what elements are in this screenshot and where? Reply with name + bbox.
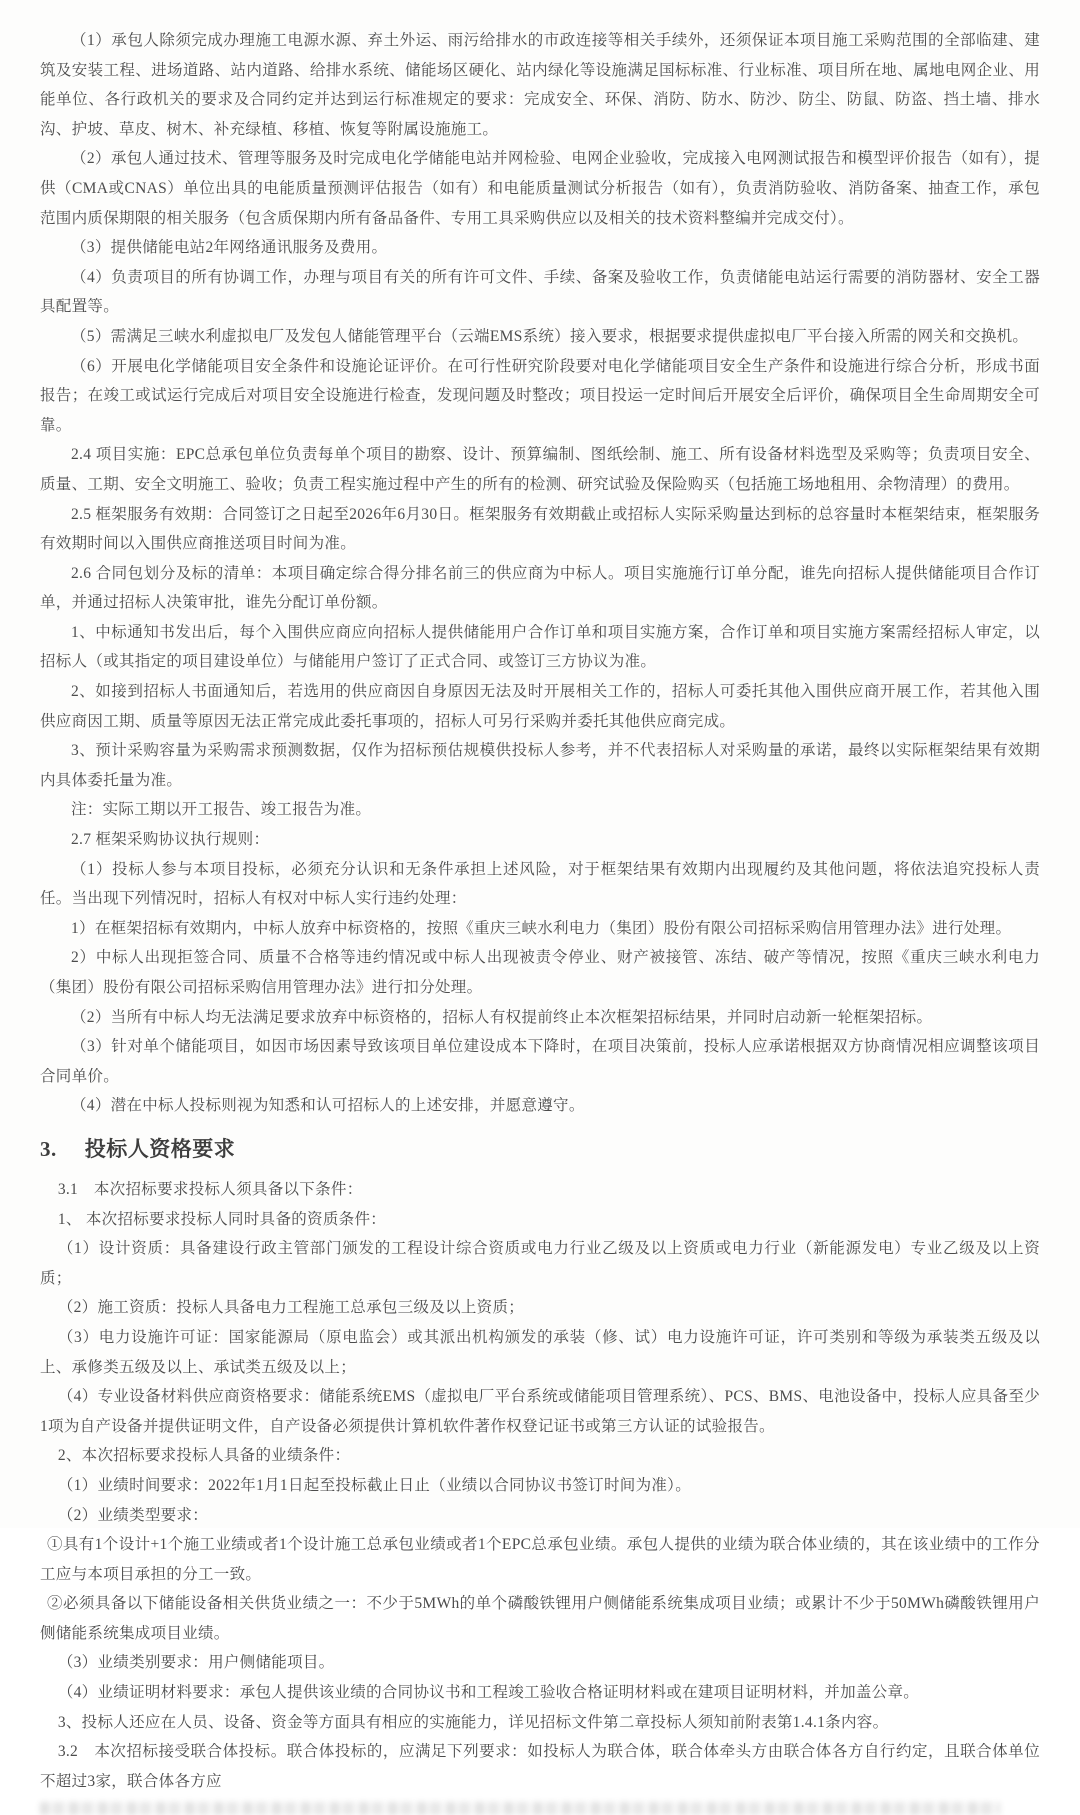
paragraph: （1）承包人除须完成办理施工电源水源、弃土外运、雨污给排水的市政连接等相关手续外，还须保证本项目施工采购范围的全部临建、建筑及安装工程、进场道路、站内道路、给排水系统、储能场区硬化、站内绿化等设施满足国标标准、行业标准、项目所在地、属地电网企业、用能单位、各行政机关的要求及合同约定并达到运行标准规定的要求：完成安全、环保、消防、防水、防沙、防尘、防鼠、防盗、挡土墙、排水沟、护坡、草皮、树木、补充绿植、移植、恢复等附属设施施工。 [40, 32, 1040, 138]
paragraph: 2.6 合同包划分及标的清单：本项目确定综合得分排名前三的供应商为中标人。项目实施施行订单分配，谁先向招标人提供储能项目合作订单，并通过招标人决策审批，谁先分配订单份额。 [40, 564, 1040, 612]
paragraph: 2、本次招标要求投标人具备的业绩条件： [57, 1447, 351, 1465]
paragraph: 3.2 本次招标接受联合体投标。联合体投标的，应满足下列要求：如投标人为联合体，联合体牵头方由联合体各方自行约定，且联合体单位不超过3家，联合体各方应 [40, 1743, 1040, 1790]
paragraph: （1）设计资质：具备建设行政主管部门颁发的工程设计综合资质或电力行业乙级及以上资质或电力行业（新能源发电）专业乙级及以上资质； [40, 1240, 1040, 1287]
paragraph: （2）当所有中标人均无法满足要求放弃中标资格的，招标人有权提前终止本次框架招标结果，并同时启动新一轮框架招标。 [71, 1008, 933, 1026]
paragraph: （2）业绩类型要求： [57, 1506, 209, 1524]
paragraph: 2.5 框架服务有效期：合同签订之日起至2026年6月30日。框架服务有效期截止或招标人实际采购量达到标的总容量时本框架结束，框架服务有效期时间以入围供应商推送项目时间为准。 [40, 505, 1040, 553]
paragraph: （2）施工资质：投标人具备电力工程施工总承包三级及以上资质； [57, 1299, 525, 1317]
cutoff-text-blur [40, 1802, 1000, 1815]
paragraph: 2）中标人出现拒签合同、质量不合格等违约情况或中标人出现被责令停业、财产被接管、冻结、破产等情况，按照《重庆三峡水利电力（集团）股份有限公司招标采购信用管理办法》进行扣分处理。 [40, 949, 1040, 996]
paragraph: （5）需满足三峡水利虚拟电厂及发包人储能管理平台（云端EMS系统）接入要求，根据要求提供虚拟电厂平台接入所需的网关和交换机。 [71, 327, 1029, 345]
paragraph: （4）业绩证明材料要求：承包人提供该业绩的合同协议书和工程竣工验收合格证明材料或在建项目证明材料，并加盖公章。 [57, 1684, 920, 1702]
paragraph: ②必须具备以下储能设备相关供货业绩之一：不少于5MWh的单个磷酸铁锂用户侧储能系统集成项目业绩；或累计不少于50MWh磷酸铁锂用户侧储能系统集成项目业绩。 [40, 1595, 1040, 1642]
paragraph: （4）潜在中标人投标则视为知悉和认可招标人的上述安排，并愿意遵守。 [71, 1097, 585, 1115]
paragraph: 1、 本次招标要求投标人同时具备的资质条件： [57, 1210, 387, 1228]
paragraph: 3.1 本次招标要求投标人须具备以下条件： [57, 1180, 363, 1198]
paragraph: 2、如接到招标人书面通知后，若选用的供应商因自身原因无法及时开展相关工作的，招标人可委托其他入围供应商开展工作，若其他入围供应商因工期、质量等原因无法正常完成此委托事项的，招标人可另行采购并委托其他供应商完成。 [40, 683, 1040, 730]
paragraph: （3）业绩类别要求：用户侧储能项目。 [57, 1654, 335, 1672]
section-title: 投标人资格要求 [84, 1136, 236, 1161]
paragraph: 3、投标人还应在人员、设备、资金等方面具有相应的实施能力，详见招标文件第二章投标人须知前附表第1.4.1条内容。 [57, 1713, 889, 1731]
paragraph: 注：实际工期以开工报告、竣工报告为准。 [71, 801, 372, 819]
paragraph: 1）在框架招标有效期内，中标人放弃中标资格的，按照《重庆三峡水利电力（集团）股份有限公司招标采购信用管理办法》进行处理。 [71, 919, 1012, 937]
paragraph: ①具有1个设计+1个施工业绩或者1个设计施工总承包业绩或者1个EPC总承包业绩。承包人提供的业绩为联合体业绩的，其在该业绩中的工作分工应与本项目承担的分工一致。 [40, 1536, 1040, 1583]
paragraph: （1）投标人参与本项目投标，必须充分认识和无条件承担上述风险，对于框架结果有效期内出现履约及其他问题，将依法追究投标人责任。当出现下列情况时，招标人有权对中标人实行违约处理： [40, 860, 1040, 908]
paragraph: （6）开展电化学储能项目安全条件和设施论证评价。在可行性研究阶段要对电化学储能项目安全生产条件和设施进行综合分析，形成书面报告；在竣工或试运行完成后对项目安全设施进行检查，发现问题及时整改；项目投运一定时间后开展安全后评价，确保项目全生命周期安全可靠。 [40, 357, 1040, 434]
paragraph: 2.7 框架采购协议执行规则： [71, 831, 270, 849]
section-heading [40, 1131, 1040, 1167]
paragraph: （3）针对单个储能项目，如因市场因素导致该项目单位建设成本下降时，在项目决策前，投标人应承诺根据双方协商情况相应调整该项目合同单价。 [40, 1038, 1040, 1085]
paragraph: （3）提供储能电站2年网络通讯服务及费用。 [71, 239, 388, 257]
paragraph: 3、预计采购容量为采购需求预测数据，仅作为招标预估规模供投标人参考，并不代表招标人对采购量的承诺，最终以实际框架结果有效期内具体委托量为准。 [40, 742, 1040, 789]
paragraph: （4）专业设备材料供应商资格要求：储能系统EMS（虚拟电厂平台系统或储能项目管理系统）、PCS、BMS、电池设备中，投标人应具备至少1项为自产设备并提供证明文件，自产设备必须提供计算机软件著作权登记证书或第三方认证的试验报告。 [40, 1388, 1040, 1435]
paragraph: （1）业绩时间要求：2022年1月1日起至投标截止日止（业绩以合同协议书签订时间为准）。 [57, 1476, 692, 1494]
section-number: 3. [40, 1136, 57, 1161]
paragraph: 2.4 项目实施：EPC总承包单位负责每单个项目的勘察、设计、预算编制、图纸绘制、施工、所有设备材料选型及采购等；负责项目安全、质量、工期、安全文明施工、验收；负责工程实施过程中产生的所有的检测、研究试验及保险购买（包括施工场地租用、余物清理）的费用。 [40, 446, 1040, 493]
document-body [40, 26, 1040, 1796]
paragraph: （3）电力设施许可证：国家能源局（原电监会）或其派出机构颁发的承装（修、试）电力设施许可证，许可类别和等级为承装类五级及以上、承修类五级及以上、承试类五级及以上； [40, 1328, 1040, 1376]
paragraph: 1、中标通知书发出后，每个入围供应商应向招标人提供储能用户合作订单和项目实施方案，合作订单和项目实施方案需经招标人审定，以招标人（或其指定的项目建设单位）与储能用户签订了正式合同、或签订三方协议为准。 [40, 623, 1040, 671]
paragraph: （4）负责项目的所有协调工作，办理与项目有关的所有许可文件、手续、备案及验收工作，负责储能电站运行需要的消防器材、安全工器具配置等。 [40, 268, 1040, 316]
paragraph: （2）承包人通过技术、管理等服务及时完成电化学储能电站并网检验、电网企业验收，完成接入电网测试报告和模型评价报告（如有），提供（CMA或CNAS）单位出具的电能质量预测评估报告（如有）和电能质量测试分析报告（如有），负责消防验收、消防备案、抽查工作，承包范围内质保期限的相关服务（包含质保期内所有备品备件、专用工具采购供应以及相关的技术资料整编并完成交付）。 [40, 150, 1040, 227]
